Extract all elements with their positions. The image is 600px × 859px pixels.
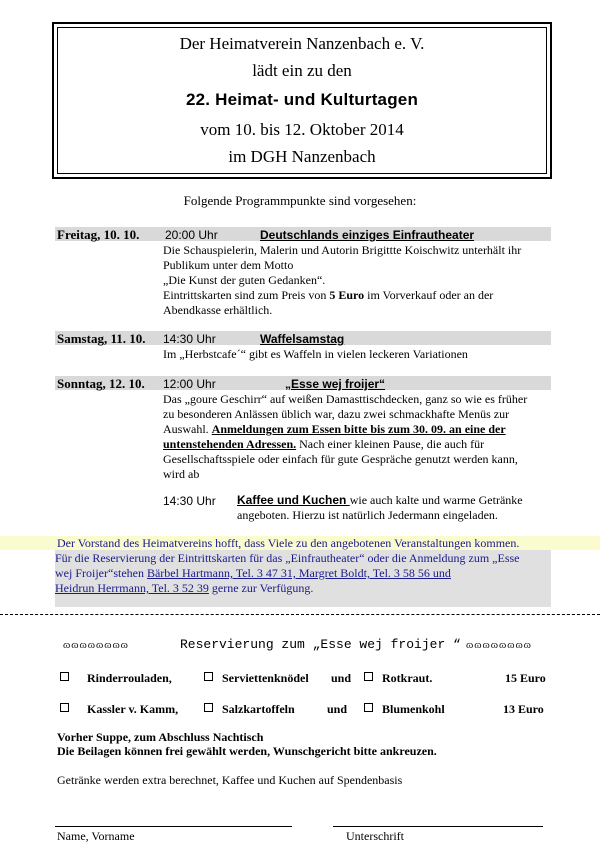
cut-line: [0, 614, 600, 615]
name-line[interactable]: [55, 826, 292, 827]
item-rinderrouladen: Rinderrouladen,: [87, 671, 172, 685]
contact-text-part: wej Froijer“stehen: [55, 566, 147, 580]
contact-line: Für die Reservierung der Eintrittskarten für das „Einfrautheater“ oder die Anmeldung zum „Esse: [55, 551, 520, 565]
saturday-time: 14:30 Uhr: [163, 332, 216, 346]
sunday-coffee-description: [237, 493, 557, 523]
checkbox-rinderrouladen[interactable]: [60, 672, 69, 681]
contact-names: Heidrun Herrmann, Tel. 3 52 39: [55, 581, 209, 595]
friday-time: 20:00 Uhr: [165, 228, 218, 242]
friday-desc-line: Die Schauspielerin, Malerin und Autorin Brigittte Koischwitz unterhält ihr: [163, 243, 522, 257]
checkbox-serviettenknoedel[interactable]: [204, 672, 213, 681]
checkbox-salzkartoffeln[interactable]: [204, 703, 213, 712]
item-salzkartoffeln: Salzkartoffeln: [222, 702, 295, 716]
checkbox-kassler[interactable]: [60, 703, 69, 712]
contact-text-part: gerne zur Verfügung.: [208, 581, 314, 595]
sunday-desc-line: Gesellschaftsspiele oder einfach für gute Gespräche genutzt werden kann,: [163, 452, 518, 466]
sunday-desc-line: zu besonderen Anlässen üblich war, dazu zwei schmackhafte Menüs zur: [163, 407, 510, 421]
sunday-coffee-line: [237, 493, 557, 508]
signature-label: Unterschrift: [346, 829, 404, 843]
contact-line: [55, 566, 551, 581]
sunday-event-2: Kaffee und Kuchen: [237, 493, 350, 507]
header-title: 22. Heimat- und Kulturtagen: [185, 90, 419, 109]
sunday-coffee-line: angeboten. Hierzu ist natürlich Jedermann eingeladen.: [237, 508, 498, 522]
friday-desc-text: im Vorverkauf oder an der: [364, 288, 494, 302]
sunday-desc-text: Auswahl.: [163, 422, 212, 436]
reservation-title: Reservierung zum „Esse wej froijer “: [180, 637, 461, 652]
contact-names: Bärbel Hartmann, Tel. 3 47 31, Margret Boldt, Tel. 3 58 56 und: [146, 566, 451, 580]
price-menu-1: 15 Euro: [505, 671, 546, 685]
sunday-addresses-ref: untenstehenden Adressen.: [163, 437, 297, 451]
friday-desc-line: Publikum unter dem Motto: [163, 258, 294, 272]
sunday-deadline: Anmeldungen zum Essen bitte bis zum 30. 09. an eine der: [211, 422, 506, 436]
friday-price: 5 Euro: [329, 288, 365, 302]
friday-day: Freitag, 10. 10.: [57, 227, 140, 242]
friday-desc-line: Abendkasse erhältlich.: [163, 303, 273, 317]
sunday-desc-text: Nach einer kleinen Pause, die auch für: [296, 437, 485, 451]
notice-text: Der Vorstand des Heimatvereins hofft, dass Viele zu den angebotenen Veranstaltungen kommen.: [57, 536, 520, 550]
item-serviettenknoedel: Serviettenknödel: [222, 671, 309, 685]
sunday-event: „Esse wej froijer“: [285, 377, 386, 391]
header-dates: vom 10. bis 12. Oktober 2014: [200, 120, 404, 139]
header-line-1: Der Heimatverein Nanzenbach e. V.: [179, 34, 425, 53]
header-line-2: lädt ein zu den: [252, 61, 352, 80]
sunday-description: [163, 392, 553, 482]
item-und: und: [327, 702, 348, 716]
header-inner-frame: [57, 27, 547, 174]
sunday-desc-line: wird ab: [163, 467, 200, 481]
sunday-desc-line: Das „goure Geschirr“ auf weißen Damasttischdecken, ganz so wie es früher: [163, 392, 528, 406]
item-kassler: Kassler v. Kamm,: [87, 702, 179, 716]
sunday-time: 12:00 Uhr: [163, 377, 216, 391]
soup-note: Vorher Suppe, zum Abschluss Nachtisch: [57, 730, 264, 744]
friday-description: [163, 243, 543, 318]
friday-event: Deutschlands einziges Einfrautheater: [260, 228, 475, 242]
saturday-description: Im „Herbstcafe´“ gibt es Waffeln in vielen leckeren Variationen: [163, 347, 468, 361]
saturday-day: Samstag, 11. 10.: [57, 331, 146, 346]
friday-desc-line: „Die Kunst der guten Gedanken“.: [163, 273, 326, 287]
program-intro: Folgende Programmpunkte sind vorgesehen:: [183, 193, 417, 208]
ornament-left: ɷɷɷɷɷɷɷɷ: [63, 639, 129, 651]
price-menu-2: 13 Euro: [503, 702, 544, 716]
sunday-time-2: 14:30 Uhr: [163, 494, 216, 508]
sunday-coffee-text: wie auch kalte und warme Getränke: [349, 493, 523, 507]
friday-desc-line: [163, 288, 543, 303]
sides-note: Die Beilagen können frei gewählt werden, Wunschgericht bitte ankreuzen.: [57, 744, 437, 758]
friday-desc-text: Eintrittskarten sind zum Preis von: [163, 288, 330, 302]
contact-line: [55, 581, 551, 596]
item-und: und: [331, 671, 352, 685]
header-venue: im DGH Nanzenbach: [228, 147, 376, 166]
drinks-note: Getränke werden extra berechnet, Kaffee und Kuchen auf Spendenbasis: [57, 773, 403, 787]
checkbox-blumenkohl[interactable]: [364, 703, 373, 712]
ornament-right: ɷɷɷɷɷɷɷɷ: [466, 639, 532, 651]
item-blumenkohl: Blumenkohl: [382, 702, 445, 716]
saturday-event: Waffelsamstag: [260, 332, 345, 346]
item-rotkraut: Rotkraut.: [382, 671, 433, 685]
sunday-day: Sonntag, 12. 10.: [57, 376, 145, 391]
sunday-desc-line: [163, 437, 553, 452]
name-label: Name, Vorname: [57, 829, 135, 843]
contact-text: [55, 551, 551, 596]
header-box: [52, 22, 552, 179]
signature-line[interactable]: [333, 826, 543, 827]
sunday-desc-line: [163, 422, 553, 437]
checkbox-rotkraut[interactable]: [364, 672, 373, 681]
